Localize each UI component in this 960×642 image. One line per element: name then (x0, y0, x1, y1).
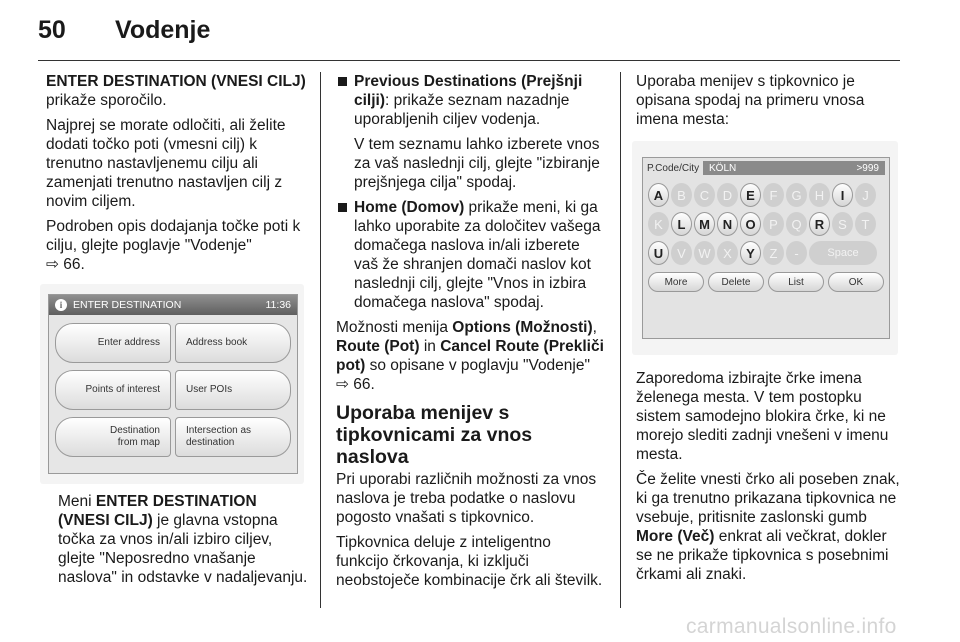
bullet-square-icon (338, 203, 347, 212)
paragraph-details (46, 217, 308, 274)
bullet-home: Home (Domov) prikaže meni, ki ga lahko uporabite za določitev vašega domačega naslova in/ali izberete vaš že shranjen domači naslov kot naslednji cilj, glejte "Vnos in izbira domačega naslova" spodaj. (336, 198, 604, 312)
column-2 (336, 72, 604, 596)
key-f: F (763, 183, 784, 207)
key-dash: - (786, 241, 807, 265)
keyboard-keys (643, 183, 889, 265)
section-heading: Uporaba menijev s tipkovnicami za vnos naslova (336, 402, 533, 468)
key-n: N (717, 212, 738, 236)
page-reference: ⇨ 66. (46, 256, 85, 273)
paragraph-enter-destination (46, 72, 308, 110)
key-i: I (832, 183, 853, 207)
device-clock: 11:36 (265, 298, 291, 311)
key-w: W (694, 241, 715, 265)
key-c: C (694, 183, 715, 207)
page-reference: ⇨ 66. (336, 376, 375, 393)
keyboard-input-bar (643, 158, 889, 178)
key-x: X (717, 241, 738, 265)
device-screen-title: ENTER DESTINATION (73, 298, 182, 311)
key-y: Y (740, 241, 761, 265)
key-d: D (717, 183, 738, 207)
paragraph-menu-options: Možnosti menija Options (Možnosti), Route (Pot) in Cancel Route (Prekliči pot) so opisane v poglavju "Vodenje" ⇨ 66. (336, 319, 604, 393)
page-header (0, 0, 960, 62)
key-b: B (671, 183, 692, 207)
keyboard-screen (642, 157, 890, 339)
bullet-square-icon (338, 77, 347, 86)
key-g: G (786, 183, 807, 207)
column-divider-1 (320, 72, 321, 608)
key-u: U (648, 241, 669, 265)
key-j: J (855, 183, 876, 207)
key-k: K (648, 212, 669, 236)
text: Podroben opis dodajanja točke poti k cilju, glejte poglavje "Vodenje" (46, 218, 301, 254)
page-title: Vodenje (115, 16, 211, 44)
header-rule (38, 60, 900, 61)
key-a: A (648, 183, 669, 207)
key-l: L (671, 212, 692, 236)
destination-from-map-button: Destination from map (55, 417, 171, 457)
key-r: R (809, 212, 830, 236)
input-field-label: P.Code/City (647, 162, 700, 174)
keyboard-actions (643, 272, 889, 292)
enter-address-button: Enter address (55, 323, 171, 363)
paragraph-select-letters: Zaporedoma izbirajte črke imena želenega mesta. V tem postopku sistem samodejno blokira črke, ki ne morejo slediti zadnji vnešeni v imenu mesta. (636, 370, 889, 463)
column-1 (46, 72, 308, 593)
keyboard-row (643, 183, 889, 207)
paragraph-more-button: Če želite vnesti črko ali poseben znak, ki ga trenutno prikazana tipkovnica ne vsebuje, pritisnite zaslonski gumb More (Več) enkrat ali večkrat, dokler se ne prikaže tipkovnica s posebnimi črkami ali znaki. (636, 471, 900, 583)
keyboard-row (643, 212, 889, 236)
ok-button: OK (828, 272, 884, 292)
key-p: P (763, 212, 784, 236)
key-s: S (832, 212, 853, 236)
device-title-bar (49, 295, 297, 315)
key-e: E (740, 183, 761, 207)
paragraph-keyboard-intro: Pri uporabi različnih možnosti za vnos naslova je treba podatke o naslovu pogosto vnašati s tipkovnico. (336, 471, 597, 526)
page-number: 50 (38, 16, 66, 44)
bullet-subparagraph: V tem seznamu lahko izberete vnos za vaš naslednji cilj, glejte "izbiranje prejšnjega cilja" spodaj. (354, 136, 600, 191)
keyboard-screenshot (632, 141, 898, 355)
more-button: More (648, 272, 704, 292)
enter-destination-screenshot (40, 284, 304, 484)
key-space: Space (809, 241, 877, 265)
destination-menu-grid (49, 315, 297, 465)
key-h: H (809, 183, 830, 207)
keyboard-row (643, 241, 889, 265)
user-pois-button: User POIs (175, 370, 291, 410)
intersection-as-destination-button: Intersection as destination (175, 417, 291, 457)
match-count: >999 (856, 162, 879, 174)
input-field (703, 161, 885, 175)
column-3 (636, 72, 904, 590)
column-divider-2 (620, 72, 621, 608)
delete-button: Delete (708, 272, 764, 292)
key-o: O (740, 212, 761, 236)
watermark: carmanualsonline.info (686, 615, 897, 638)
text: prikaže sporočilo. (46, 92, 167, 109)
key-z: Z (763, 241, 784, 265)
key-v: V (671, 241, 692, 265)
term-enter-destination: ENTER DESTINATION (VNESI CILJ) (46, 73, 306, 90)
device-screen (48, 294, 298, 474)
paragraph-waypoint: Najprej se morate odločiti, ali želite dodati točko poti (vmesni cilj) k trenutno nastavljenemu cilju ali zamenjati trenutno nastavljen cilj z novim ciljem. (46, 117, 286, 210)
address-book-button: Address book (175, 323, 291, 363)
input-value: KÖLN (709, 162, 737, 174)
paragraph-keyboard-spelling: Tipkovnica deluje z inteligentno funkcijo črkovanja, ki izključi neobstoječe kombinacije črk ali številk. (336, 534, 603, 589)
list-button: List (768, 272, 824, 292)
info-icon: i (55, 299, 67, 311)
key-m: M (694, 212, 715, 236)
bullet-previous-destinations: Previous Destinations (Prejšnji cilji): prikaže seznam nazadnje uporabljenih ciljev vodenja. V tem seznamu lahko izberete vnos za vaš naslednji cilj, glejte "izbiranje prejšnjega cilja" spodaj. (336, 72, 604, 192)
key-q: Q (786, 212, 807, 236)
figure-caption: Meni ENTER DESTINATION (VNESI CILJ) je glavna vstopna točka za vnos in/ali izbiro ciljev, glejte "Neposredno vnašanje naslova" in odstavke v nadaljevanju. (58, 493, 308, 586)
paragraph-keyboard-example: Uporaba menijev s tipkovnico je opisana spodaj na primeru vnosa imena mesta: (636, 73, 865, 128)
key-t: T (855, 212, 876, 236)
points-of-interest-button: Points of interest (55, 370, 171, 410)
